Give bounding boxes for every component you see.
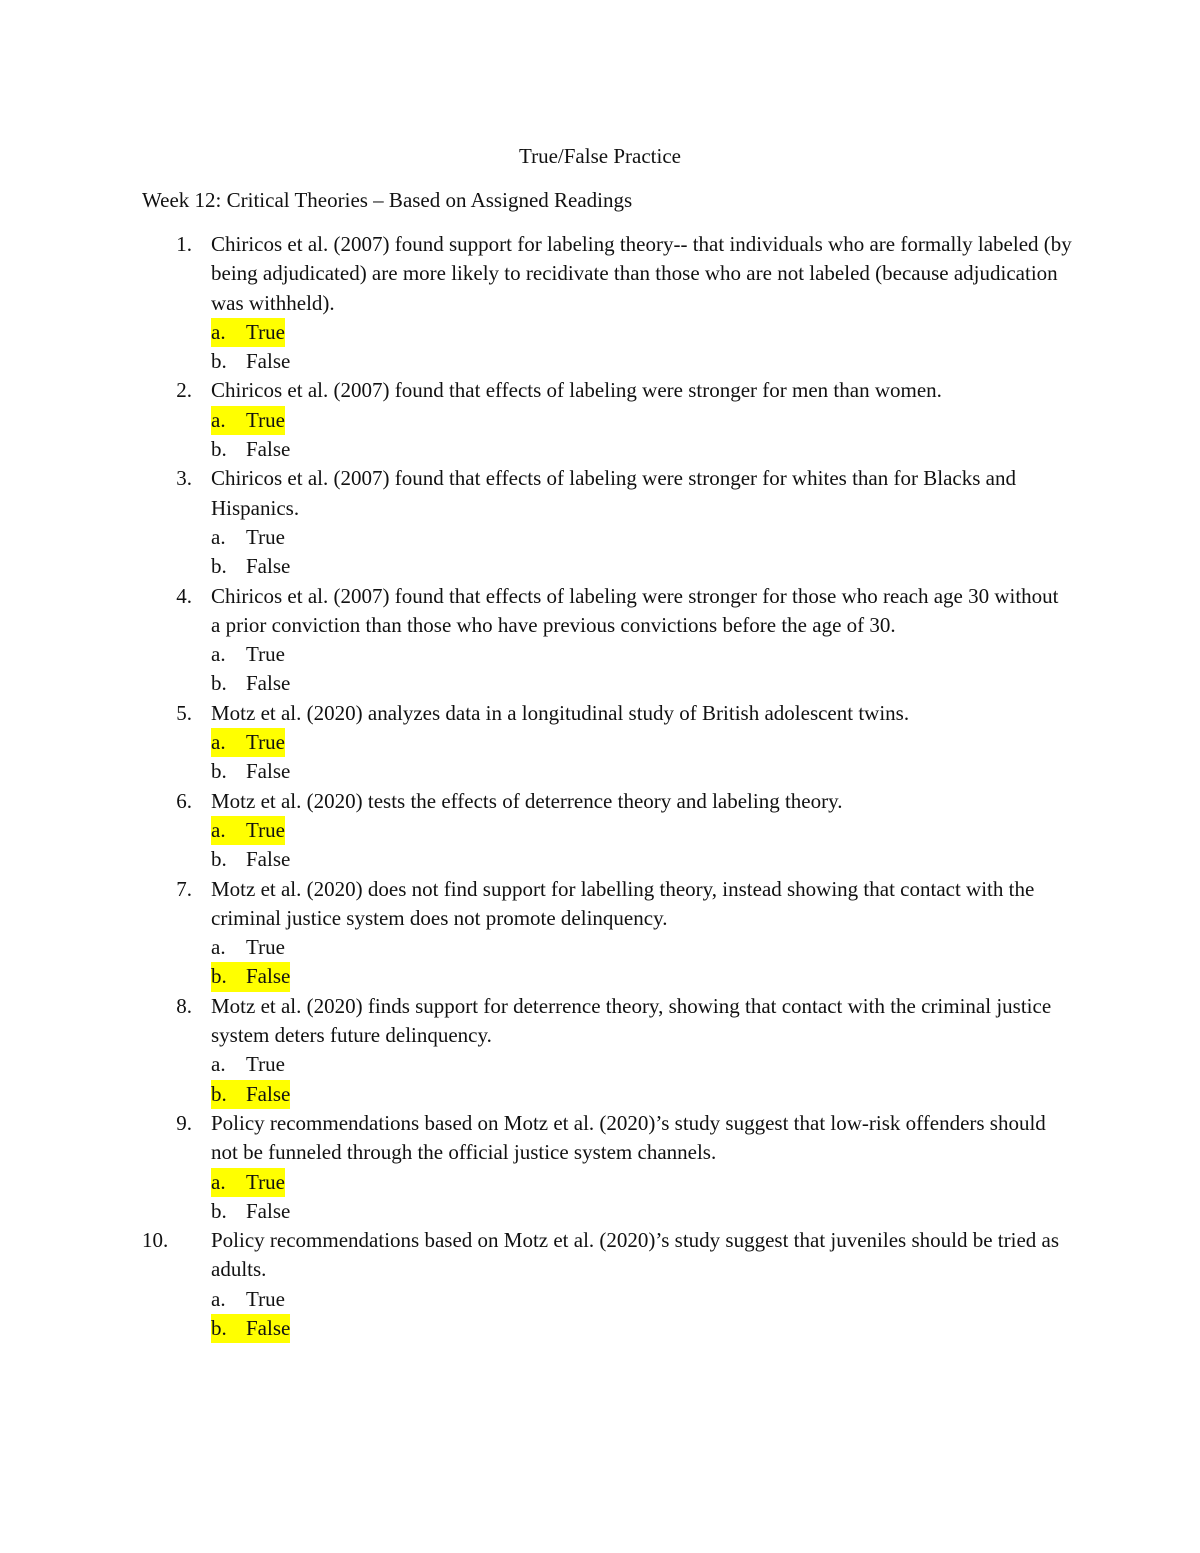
- option-label: False: [246, 349, 291, 374]
- option-letter: b.: [211, 1198, 227, 1223]
- answer-options: [211, 318, 1072, 377]
- highlighted-answer: [211, 1080, 290, 1109]
- option-letter: b.: [211, 847, 227, 872]
- option-content: [211, 552, 290, 581]
- answer-option: [211, 757, 1072, 786]
- answer-options: [211, 523, 1072, 582]
- option-label: True: [246, 319, 285, 344]
- option-letter: a.: [211, 1286, 226, 1311]
- option-label: True: [246, 642, 285, 667]
- option-label: True: [246, 935, 285, 960]
- question-number: 7.: [176, 876, 192, 901]
- answer-option: [211, 347, 1072, 376]
- option-label: False: [246, 847, 291, 872]
- option-label: True: [246, 1169, 285, 1194]
- option-letter: a.: [211, 524, 226, 549]
- answer-option: [211, 435, 1072, 464]
- answer-option: [211, 669, 1072, 698]
- option-letter: b.: [211, 759, 227, 784]
- option-content: [211, 347, 290, 376]
- answer-options: [211, 1050, 1072, 1109]
- question-item: [142, 230, 1072, 376]
- option-letter: a.: [211, 935, 226, 960]
- option-content: [211, 435, 290, 464]
- question-number: 1.: [176, 232, 192, 256]
- option-label: True: [246, 407, 285, 432]
- option-label: False: [246, 554, 291, 579]
- question-text: Chiricos et al. (2007) found support for labeling theory-- that individuals who are formally labeled (by being adjudicated) are more likely to recidivate than those who are not labeled (because adjudication was withheld).: [211, 232, 1072, 315]
- question-text: Motz et al. (2020) finds support for deterrence theory, showing that contact with the criminal justice system deters future delinquency.: [211, 993, 1052, 1048]
- option-label: False: [246, 964, 291, 989]
- option-label: False: [246, 1315, 291, 1340]
- highlighted-answer: [211, 816, 285, 845]
- question-item: [142, 582, 1072, 699]
- question-item: [142, 992, 1072, 1109]
- question-number: 4.: [176, 583, 192, 608]
- option-letter: a.: [211, 642, 226, 667]
- question-number: 5.: [176, 700, 192, 725]
- question-text: Chiricos et al. (2007) found that effects of labeling were stronger for whites than for Blacks and Hispanics.: [211, 466, 1016, 520]
- option-label: True: [246, 817, 285, 842]
- question-item: [142, 699, 1072, 787]
- highlighted-answer: [211, 1168, 285, 1197]
- highlighted-answer: [211, 1314, 290, 1343]
- option-letter: a.: [211, 407, 226, 432]
- option-content: [211, 669, 290, 698]
- question-number: 10.: [142, 1228, 169, 1253]
- answer-option: [211, 728, 1072, 757]
- highlighted-answer: [211, 318, 285, 347]
- option-label: False: [246, 1198, 291, 1223]
- option-content: [211, 523, 285, 552]
- option-label: False: [246, 759, 291, 784]
- question-number: 9.: [176, 1110, 192, 1135]
- option-content: [211, 640, 285, 669]
- question-text: Motz et al. (2020) tests the effects of deterrence theory and labeling theory.: [211, 788, 843, 813]
- answer-option: [211, 640, 1072, 669]
- answer-option: [211, 1197, 1072, 1226]
- option-letter: a.: [211, 1052, 226, 1077]
- answer-options: [211, 1285, 1072, 1344]
- answer-option: [211, 1050, 1072, 1079]
- answer-options: [211, 640, 1072, 699]
- question-text: Chiricos et al. (2007) found that effects of labeling were stronger for men than women.: [211, 378, 942, 403]
- answer-options: [211, 406, 1072, 465]
- question-item: [142, 1226, 1072, 1343]
- question-text: Policy recommendations based on Motz et al. (2020)’s study suggest that low-risk offenders should not be funneled through the official justice system channels.: [211, 1110, 1046, 1165]
- option-letter: a.: [211, 1169, 226, 1194]
- option-letter: b.: [211, 1081, 227, 1106]
- answer-option: [211, 1168, 1072, 1197]
- option-label: True: [246, 524, 285, 549]
- option-label: True: [246, 730, 285, 755]
- answer-option: [211, 1080, 1072, 1109]
- question-item: [142, 875, 1072, 992]
- option-letter: a.: [211, 817, 226, 842]
- highlighted-answer: [211, 962, 290, 991]
- question-text: Policy recommendations based on Motz et al. (2020)’s study suggest that juveniles should be tried as adults.: [211, 1228, 1060, 1282]
- highlighted-answer: [211, 406, 285, 435]
- answer-option: [211, 1314, 1072, 1343]
- question-number: 6.: [176, 788, 192, 813]
- answer-options: [211, 728, 1072, 787]
- option-label: False: [246, 437, 291, 462]
- option-content: [211, 933, 285, 962]
- option-label: False: [246, 1081, 291, 1106]
- option-label: False: [246, 671, 291, 696]
- answer-options: [211, 1168, 1072, 1227]
- question-number: 8.: [176, 993, 192, 1018]
- answer-option: [211, 933, 1072, 962]
- option-letter: b.: [211, 349, 227, 374]
- option-letter: a.: [211, 319, 226, 344]
- document-title: True/False Practice: [519, 144, 681, 168]
- option-letter: b.: [211, 437, 227, 462]
- document-subtitle: Week 12: Critical Theories – Based on Assigned Readings: [142, 188, 633, 212]
- answer-option: [211, 1285, 1072, 1314]
- answer-option: [211, 962, 1072, 991]
- question-item: [142, 464, 1072, 581]
- option-letter: b.: [211, 671, 227, 696]
- question-list: [142, 230, 1072, 1343]
- option-content: [211, 1050, 285, 1079]
- answer-option: [211, 552, 1072, 581]
- answer-option: [211, 318, 1072, 347]
- question-number: 3.: [176, 466, 192, 491]
- option-content: [211, 757, 290, 786]
- question-item: [142, 1109, 1072, 1226]
- highlighted-answer: [211, 728, 285, 757]
- option-label: True: [246, 1286, 285, 1311]
- question-text: Chiricos et al. (2007) found that effects of labeling were stronger for those who reach age 30 without a prior conviction than those who have previous convictions before the age of 30.: [211, 583, 1059, 637]
- option-letter: a.: [211, 730, 226, 755]
- option-letter: b.: [211, 554, 227, 579]
- question-number: 2.: [176, 378, 192, 403]
- question-text: Motz et al. (2020) analyzes data in a longitudinal study of British adolescent twins.: [211, 700, 910, 725]
- answer-options: [211, 816, 1072, 875]
- option-content: [211, 1197, 290, 1226]
- answer-option: [211, 523, 1072, 552]
- answer-option: [211, 816, 1072, 845]
- answer-option: [211, 845, 1072, 874]
- answer-options: [211, 933, 1072, 992]
- option-content: [211, 1285, 285, 1314]
- answer-option: [211, 406, 1072, 435]
- option-letter: b.: [211, 964, 227, 989]
- question-item: [142, 787, 1072, 875]
- question-item: [142, 376, 1072, 464]
- option-letter: b.: [211, 1315, 227, 1340]
- question-text: Motz et al. (2020) does not find support for labelling theory, instead showing that contact with the criminal justice system does not promote delinquency.: [211, 876, 1035, 930]
- option-label: True: [246, 1052, 285, 1077]
- option-content: [211, 845, 290, 874]
